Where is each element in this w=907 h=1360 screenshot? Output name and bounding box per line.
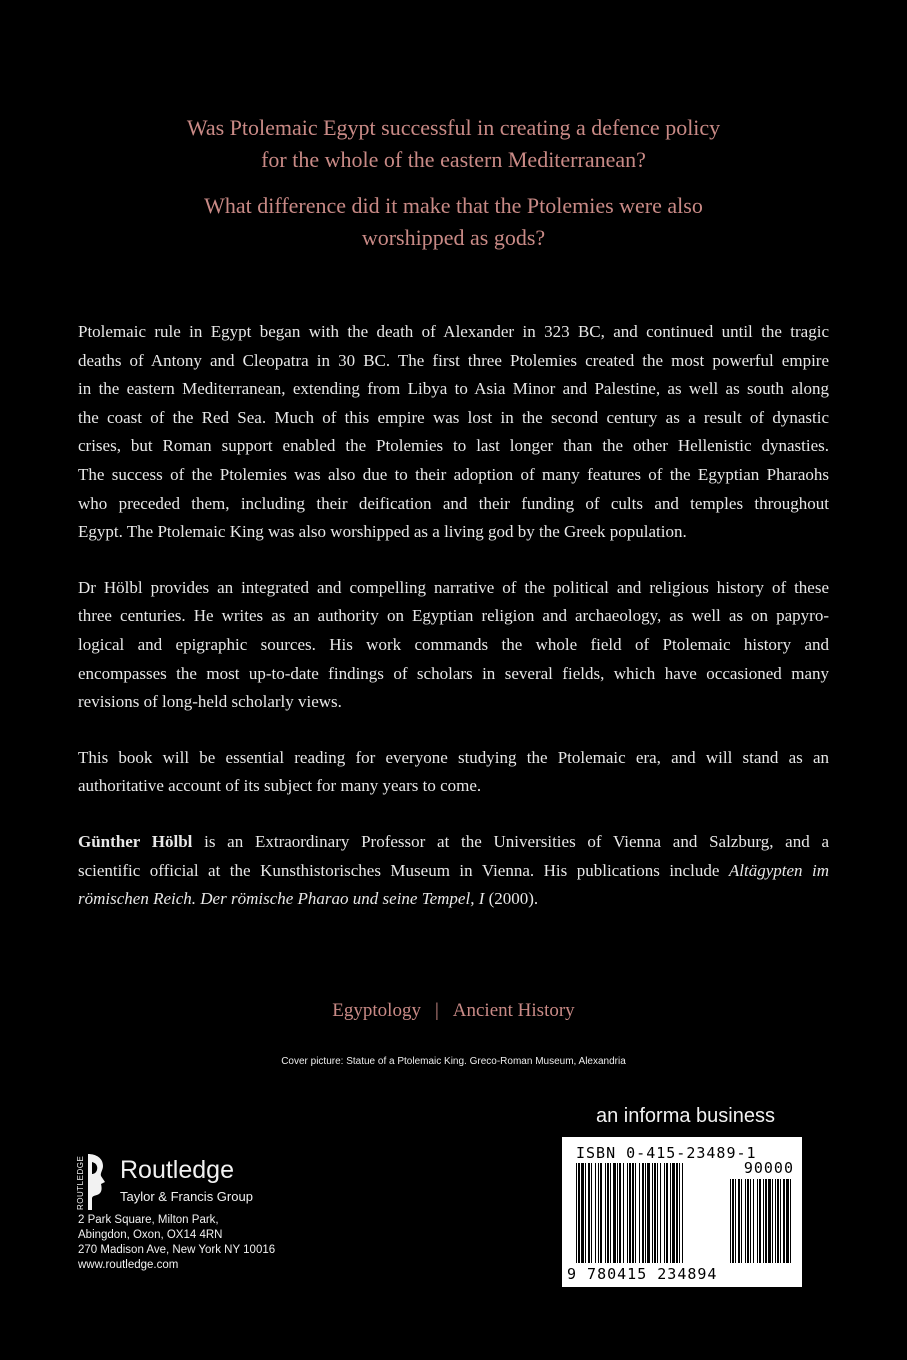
blurb-line: Egypt. The Ptolemaic King was also worshipped as a living god by the Greek population. (78, 522, 687, 542)
cover-credit: Cover picture: Statue of a Ptolemaic King. Greco-Roman Museum, Alexandria (281, 1056, 626, 1067)
promo-questions (60, 112, 847, 268)
blurb-line: three centuries. He writes as an authority on Egyptian religion and archaeology, as well as on papyro- (78, 606, 829, 626)
addon-barcode-bar (775, 1179, 776, 1263)
author-bio-line-3 (78, 885, 829, 914)
blurb-line: the coast of the Red Sea. Much of this empire was lost in the second century as a result of dynastic (78, 407, 829, 427)
publisher-address (78, 1213, 275, 1273)
blurb-line: Ptolemaic rule in Egypt began with the death of Alexander in 323 BC, and continued until the tragic (78, 322, 829, 341)
addon-barcode-bar (777, 1179, 779, 1263)
addon-barcode-bar (780, 1179, 781, 1263)
addon-barcode-bar (745, 1179, 746, 1263)
barcode-bar (595, 1163, 596, 1263)
barcode-bar (657, 1163, 658, 1263)
blurb-line: revisions of long-held scholarly views. (78, 692, 342, 712)
isbn-number: ISBN 0-415-23489-1 (576, 1144, 757, 1162)
barcode-bar (598, 1163, 599, 1263)
barcode-bar (629, 1163, 631, 1263)
addon-barcode-bar (730, 1179, 731, 1263)
question-1-line-2: for the whole of the eastern Mediterranean? (261, 147, 646, 172)
barcode-bar (613, 1163, 616, 1263)
barcode-bar (605, 1163, 606, 1263)
barcode-bar (607, 1163, 609, 1263)
barcode-bar (619, 1163, 621, 1263)
author-bio-text: scientific official at the Kunsthistorisches Museum in Vienna. His publications include (78, 860, 729, 880)
isbn-barcode (562, 1137, 802, 1287)
addon-barcode-bar (738, 1179, 740, 1263)
addon-barcode-bar (732, 1179, 734, 1263)
addon-barcode-bar (735, 1179, 736, 1263)
publisher-group: Taylor & Francis Group (120, 1189, 253, 1204)
author-bio-text: is an Extraordinary Professor at the Universities of Vienna and Salzburg, and a (192, 831, 829, 851)
question-1-line-1: Was Ptolemaic Egypt successful in creating a defence policy (186, 115, 721, 140)
blurb-line: The success of the Ptolemies was also due to their adoption of many features of the Egyptian Pharaohs (78, 464, 829, 484)
author-bio (78, 828, 829, 914)
address-line: 270 Madison Ave, New York NY 10016 (78, 1244, 276, 1256)
blurb-line: logical and epigraphic sources. His work commands the whole field of Ptolemaic history and (78, 634, 829, 654)
blurb-paragraph-2 (78, 574, 829, 717)
blurb-paragraph-1 (78, 318, 829, 547)
address-line: Abingdon, Oxon, OX14 4RN (78, 1229, 223, 1241)
publisher-website: www.routledge.com (78, 1259, 179, 1271)
addon-barcode-bar (747, 1179, 749, 1263)
blurb-line: who preceded them, including their deification and their funding of cults and temples throughout (78, 493, 829, 513)
barcode-bar (585, 1163, 586, 1263)
author-bio-line-2 (78, 857, 829, 886)
barcode-bar (623, 1163, 624, 1263)
barcode-bar (647, 1163, 650, 1263)
barcode-bar (676, 1163, 678, 1263)
barcode-bar (664, 1163, 665, 1263)
barcode-bar (639, 1163, 640, 1263)
question-2-line-2: worshipped as gods? (361, 225, 546, 250)
addon-barcode-bar (753, 1179, 754, 1263)
blurb-line: deaths of Antony and Cleopatra in 30 BC. The first three Ptolemies created the most powerful empire (78, 350, 829, 370)
addon-barcode-bar (757, 1179, 758, 1263)
address-line: 2 Park Square, Milton Park, (78, 1214, 219, 1226)
author-bio-text: (2000). (484, 889, 539, 909)
publication-title: Altägypten im (728, 860, 829, 880)
publisher-brand: Routledge (120, 1156, 234, 1184)
addon-barcode-bar (763, 1179, 764, 1263)
question-2 (60, 190, 847, 254)
barcode-bar (610, 1163, 611, 1263)
addon-barcode-bar (765, 1179, 767, 1263)
publication-title: römischen Reich. Der römische Pharao und seine Tempel, I (78, 889, 485, 909)
barcode-bar (635, 1163, 636, 1263)
addon-barcode-bar (772, 1179, 773, 1263)
barcode-bar (632, 1163, 634, 1263)
blurb-body (78, 318, 829, 941)
subject-separator: | (434, 1000, 439, 1021)
addon-barcode-bar (786, 1179, 789, 1263)
barcode-bar (666, 1163, 668, 1263)
addon-barcode-bar (759, 1179, 761, 1263)
addon-barcode-bar (750, 1179, 751, 1263)
barcode-bar (645, 1163, 646, 1263)
routledge-head-icon (72, 1152, 110, 1212)
price-code: 90000 (743, 1159, 794, 1177)
barcode-bar (578, 1163, 580, 1263)
blurb-line: crises, but Roman support enabled the Ptolemies to last longer than the other Hellenistic dynasties. (78, 436, 829, 456)
addon-barcode-bar (768, 1179, 771, 1263)
barcode-bar (682, 1163, 683, 1263)
question-1 (60, 112, 847, 176)
subject-categories (0, 1000, 907, 1022)
barcode-bar (642, 1163, 644, 1263)
barcode-bar (660, 1163, 661, 1263)
barcode-bar (627, 1163, 628, 1263)
blurb-line: This book will be essential reading for everyone studying the Ptolemaic era, and will stand as an (78, 747, 829, 767)
blurb-line: Dr Hölbl provides an integrated and compelling narrative of the political and religious history of these (78, 577, 829, 597)
blurb-line: in the eastern Mediterranean, extending from Libya to Asia Minor and Palestine, as well as south along (78, 379, 829, 399)
informa-tagline: an informa business (596, 1105, 775, 1127)
author-name: Günther Hölbl (78, 831, 193, 851)
author-bio-line-1 (78, 828, 829, 857)
blurb-paragraph-3 (78, 744, 829, 801)
question-2-line-1: What difference did it make that the Ptolemies were also (204, 193, 703, 218)
barcode-bar (652, 1163, 653, 1263)
barcode-bar (576, 1163, 577, 1263)
blurb-line: authoritative account of its subject for many years to come. (78, 776, 482, 796)
addon-barcode-bar (783, 1179, 785, 1263)
ean-number: 9 780415 234894 (567, 1265, 718, 1283)
vertical-logo-text: ROUTLEDGE (76, 1155, 85, 1210)
barcode-bar (591, 1163, 592, 1263)
subject-ancient-history: Ancient History (452, 1000, 575, 1021)
barcode-bar (679, 1163, 680, 1263)
addon-barcode-bar (790, 1179, 791, 1263)
barcode-bar (617, 1163, 618, 1263)
addon-barcode-bar (741, 1179, 742, 1263)
barcode-bar (588, 1163, 590, 1263)
barcode-bar (654, 1163, 656, 1263)
barcode-bar (581, 1163, 584, 1263)
subject-egyptology: Egyptology (332, 1000, 421, 1021)
barcode-bar (670, 1163, 671, 1263)
barcode-bar (600, 1163, 602, 1263)
barcode-bar (672, 1163, 675, 1263)
blurb-line: encompasses the most up-to-date findings of scholars in several fields, which have occasioned many (78, 663, 829, 683)
